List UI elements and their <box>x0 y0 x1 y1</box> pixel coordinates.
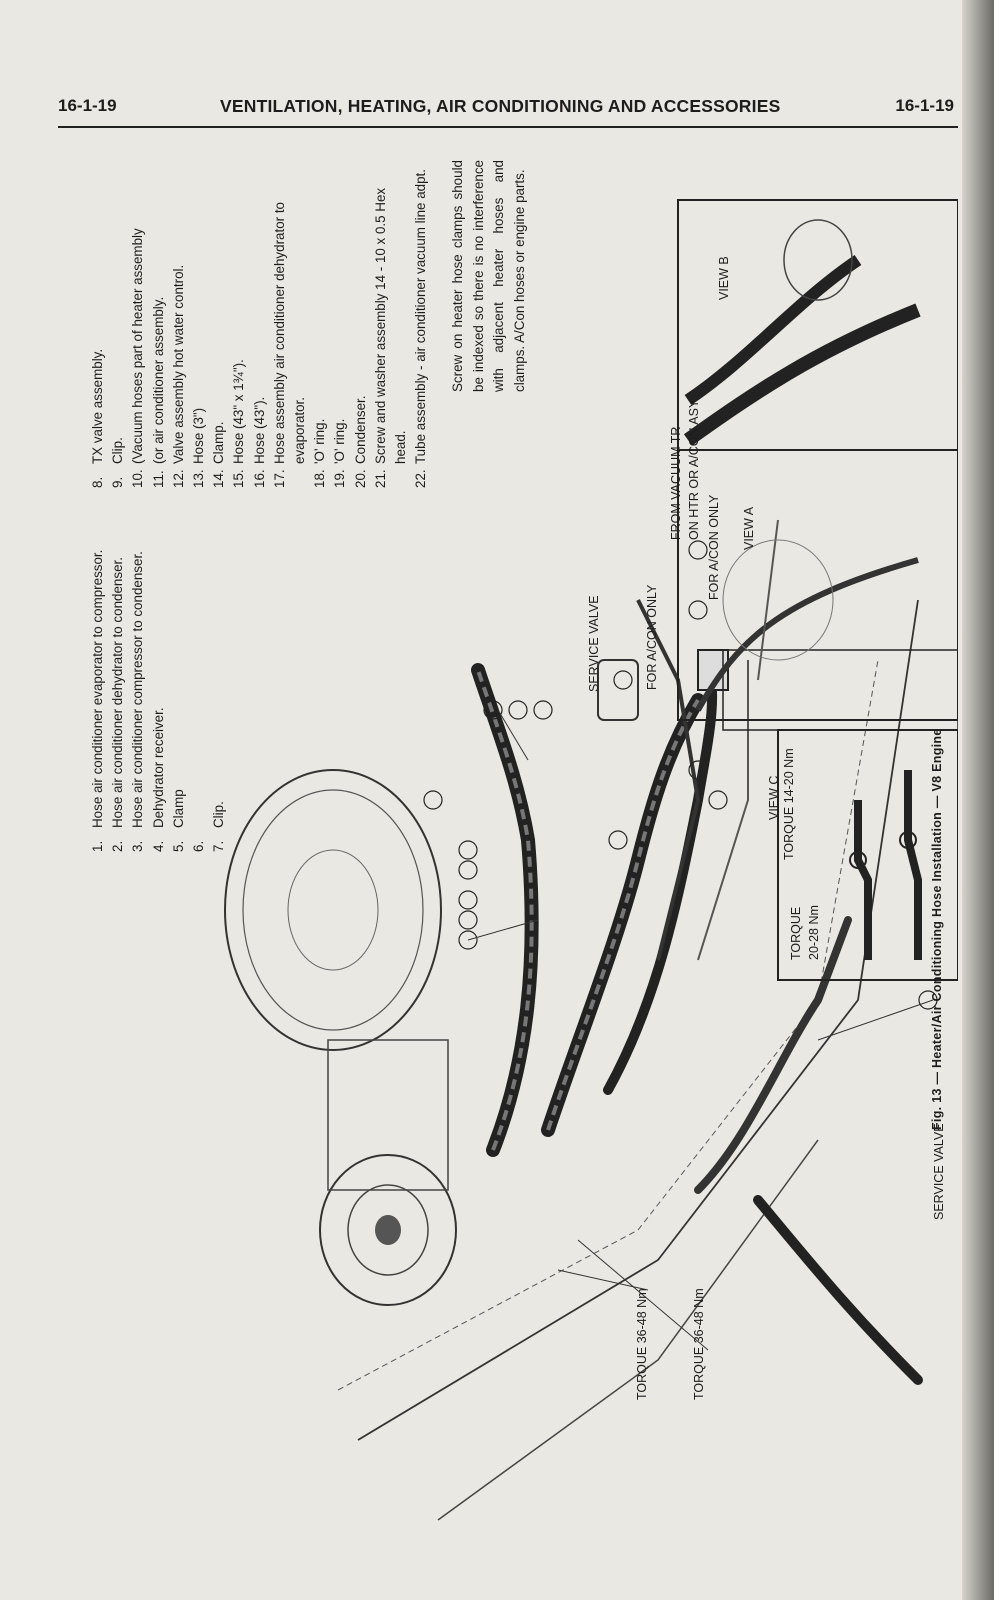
label-from-vacuum-2: ON HTR OR A/CON ASY <box>687 399 701 540</box>
legend-item-text: 'O' ring. <box>332 418 348 464</box>
legend-item-number: 11. <box>150 470 166 488</box>
legend-item-text: Hose air conditioner dehydrator to condenser. <box>110 557 126 828</box>
legend-item <box>149 497 169 852</box>
legend-item-text: (Vacuum hoses part of heater assembly <box>130 228 146 464</box>
legend-column-1 <box>88 497 229 852</box>
legend-item <box>209 158 229 488</box>
legend-item-number: 4. <box>150 840 166 852</box>
legend-item <box>108 497 128 852</box>
legend-item <box>189 158 209 488</box>
legend-item-text: TX valve assembly. <box>90 348 105 464</box>
callout-circles <box>424 541 937 1009</box>
label-torque-20-1: TORQUE <box>789 906 803 960</box>
legend-item-number: 16. <box>251 469 267 488</box>
legend-item <box>128 158 148 488</box>
legend-item <box>169 158 189 488</box>
legend-item-text: Tube assembly - air conditioner vacuum line adpt. <box>413 169 429 464</box>
legend-item <box>169 497 189 852</box>
legend-item-number: 2. <box>110 840 126 852</box>
legend-item <box>250 158 270 488</box>
label-view-b: VIEW B <box>717 256 731 300</box>
legend-item-text: Hose assembly air conditioner dehydrator to evaporator. <box>271 202 308 464</box>
legend-item-text: Clamp <box>170 789 186 828</box>
legend-item-number: 1. <box>90 840 105 852</box>
legend-item <box>229 158 249 488</box>
legend-item-text: Dehydrator receiver. <box>150 707 166 828</box>
legend-item-text: Clip. <box>110 437 126 464</box>
heater-hose-15 <box>478 670 532 1150</box>
legend-item-number: 13. <box>191 469 207 488</box>
legend-item-text: 'O' ring. <box>312 418 328 464</box>
page-title: VENTILATION, HEATING, AIR CONDITIONING AND ACCESSORIES <box>220 96 781 116</box>
legend-item-number: 6. <box>191 840 207 852</box>
legend-item <box>88 158 108 488</box>
legend-item-number: 8. <box>90 476 105 488</box>
header-rule <box>58 126 958 128</box>
installation-note: Screw on heater hose clamps should be indexed so there is no interference with adjacent heater hoses and clamps. A/Con hoses or engine parts. <box>450 160 527 392</box>
page-edge-shadow <box>962 0 994 1600</box>
legend-item-text: Clamp. <box>211 421 227 464</box>
legend-item-number: 14. <box>211 469 227 488</box>
legend-item-number: 19. <box>332 469 348 488</box>
air-cleaner <box>225 770 441 1050</box>
legend-item <box>128 497 148 852</box>
view-a-frame <box>723 650 958 730</box>
legend-item <box>330 158 350 488</box>
legend-item <box>411 158 431 488</box>
label-for-acon-only-2: FOR A/CON ONLY <box>707 494 721 600</box>
legend-item-number: 15. <box>231 469 247 488</box>
legend-item <box>270 158 310 488</box>
page-number-right: 16-1-19 <box>895 96 954 115</box>
legend-item-text: Hose (43"). <box>251 396 267 464</box>
label-view-c: VIEW C <box>767 775 781 820</box>
legend-item-text: Condenser. <box>352 395 368 464</box>
page-number-left: 16-1-19 <box>58 96 117 115</box>
ac-hose-3 <box>758 1200 918 1380</box>
receiver-dehydrator <box>598 660 638 720</box>
legend-item <box>88 497 108 852</box>
label-torque-36-b: TORQUE 36-48 Nm <box>692 1288 706 1400</box>
label-torque-20-2: 20-28 Nm <box>807 905 821 960</box>
legend-item-text: (or air conditioner assembly. <box>150 296 166 464</box>
legend-item-number: 17. <box>271 469 287 488</box>
label-view-a: VIEW A <box>742 506 756 550</box>
label-torque-36-a: TORQUE 36-48 Nm <box>635 1288 649 1400</box>
legend-item-text: Hose (43" x 1¾"). <box>231 359 247 464</box>
legend-item-number: 5. <box>170 840 186 852</box>
legend-item-text: Valve assembly hot water control. <box>170 264 186 464</box>
label-for-acon-only-1: FOR A/CON ONLY <box>645 584 659 690</box>
legend-item-number: 7. <box>211 840 227 852</box>
legend-item-number: 9. <box>110 476 126 488</box>
legend-item <box>371 158 411 488</box>
label-torque-14: TORQUE 14-20 Nm <box>782 748 796 860</box>
legend-item <box>149 158 169 488</box>
rotated-figure-block <box>58 140 958 1560</box>
legend-item <box>108 158 128 488</box>
legend-item-text: Hose (3") <box>191 407 207 464</box>
legend-item-text <box>189 497 209 828</box>
legend-item-text: Hose air conditioner evaporator to compressor. <box>90 549 105 828</box>
legend-item <box>209 497 229 852</box>
legend-item-number: 10. <box>130 469 146 488</box>
legend-item-text: Hose air conditioner compressor to condenser. <box>130 551 146 828</box>
legend-item-number: 20. <box>352 469 368 488</box>
figure-caption: Fig. 13 — Heater/Air Conditioning Hose Installation — V8 Engine <box>930 728 944 1130</box>
label-from-vacuum-1: FROM VACUUM TR <box>669 426 683 540</box>
legend-column-2 <box>88 158 431 488</box>
ac-hose-2 <box>698 920 848 1190</box>
label-service-valve-bottom: SERVICE VALVE <box>932 1123 946 1220</box>
ac-hose-1 <box>608 660 712 1090</box>
legend-item-text: Clip. <box>211 801 227 828</box>
legend-item-number: 18. <box>312 469 328 488</box>
legend-item-number: 22. <box>413 469 429 488</box>
legend-item <box>189 497 209 852</box>
legend-item-number: 12. <box>170 469 186 488</box>
label-service-valve-top: SERVICE VALVE <box>587 595 601 692</box>
legend-item <box>310 158 330 488</box>
legend-item-number: 3. <box>130 840 146 852</box>
legend-item <box>351 158 371 488</box>
legend-item-number: 21. <box>372 469 388 488</box>
legend-item-text: Screw and washer assembly 14 - 10 x 0.5 Hex head. <box>372 187 409 464</box>
